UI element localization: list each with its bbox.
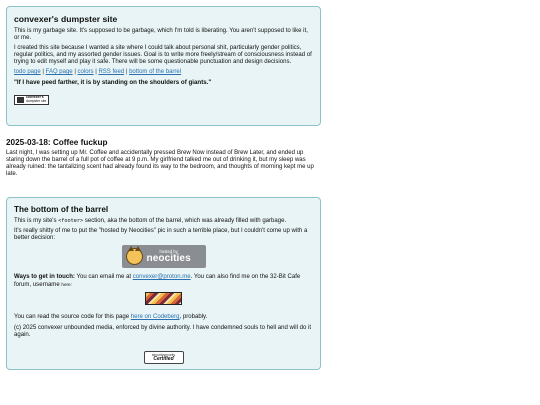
footer-intro-text-end: section, aka the bottom of the barrel, which was already filled with garbage.: [83, 218, 287, 224]
blog-post: [6, 138, 322, 181]
security-certified-badge[interactable]: [144, 351, 184, 364]
nav-separator: |: [125, 69, 128, 76]
site-about: I created this site because I wanted a site where I could talk about personal shit, particularly gender politics, regular politics, and my assorted gender issues. Goal is to write more freely/stream of consciousness instead of trying to edit myself and play it safe. There will be some questionable punctuation and design decisions.: [14, 45, 312, 66]
footer-intro: [14, 218, 313, 225]
neocities-badge[interactable]: [122, 245, 206, 268]
site-badge-line1: convexer's: [26, 94, 44, 99]
dumpster-icon: [17, 97, 24, 103]
neocities-badge-text: [147, 250, 191, 264]
faq-link[interactable]: FAQ page: [45, 69, 73, 76]
contact-label: Ways to get in touch:: [14, 274, 75, 281]
bottom-of-barrel-link[interactable]: bottom of the barrel: [129, 69, 182, 76]
neocities-name: neocities: [146, 252, 191, 264]
site-title: convexer's dumpster site: [14, 14, 118, 24]
site-badge-text: [26, 96, 46, 103]
site-button-badge[interactable]: [14, 95, 49, 105]
footer-intro-text: This is my site's: [14, 218, 59, 224]
site-badge-line2: dumpster site: [26, 98, 47, 103]
post-body: Last night, I was setting up Mr. Coffee and accidentally pressed Brew Now instead of Brew Later, and ended up staring down the barrel of a full pot of coffee at 9 p.m. My girlfriend talked me out of drinking it, but my sleep was already ruined: the tantalizing scent had already found its way to the bedroom, and thoughts of morning kept me up late.: [6, 150, 314, 178]
contact-text: You can email me at: [74, 274, 133, 281]
contact-text-2: . You can also find me on the 32-Bit Cafe forum, username: [14, 274, 301, 289]
neocities-badge-wrap: [14, 245, 313, 270]
neocities-cat-icon: [126, 248, 143, 265]
cert-badge-line1: securitysecurity: [151, 352, 176, 357]
neocities-hosted-label: hosted by: [159, 248, 178, 254]
contact-info: [14, 274, 313, 289]
email-link[interactable]: convexer@proton.me: [132, 274, 191, 281]
footer-section: [6, 197, 321, 370]
colors-link[interactable]: colors: [77, 69, 94, 76]
site-nav: [14, 69, 313, 76]
source-text: You can read the source code for this page: [14, 314, 131, 321]
rss-link[interactable]: RSS feed: [98, 69, 125, 76]
neocities-note: It's really shitty of me to put the "hosted by Neocities" pic in such a terrible place, but I couldn't come up with a better decision:: [14, 228, 308, 242]
footer-tag-code: <footer>: [58, 218, 84, 224]
contact-small-text: here:: [61, 282, 72, 288]
nav-separator: |: [95, 69, 97, 76]
cert-badge-line2: Certified: [153, 356, 174, 363]
nav-separator: |: [74, 69, 76, 76]
todo-link[interactable]: todo page: [14, 69, 41, 76]
post-title: 2025-03-18: Coffee fuckup: [6, 138, 108, 147]
32bit-cafe-badge[interactable]: [145, 292, 182, 305]
source-text-end: , probably.: [179, 314, 208, 321]
cafe-badge-wrap: [14, 292, 313, 310]
site-quote: "If I have peed farther, it is by standing on the shoulders of giants.": [14, 79, 212, 87]
nav-separator: |: [42, 69, 44, 76]
codeberg-link[interactable]: here on Codeberg: [130, 314, 180, 321]
cert-badge-wrap: [14, 343, 313, 365]
source-code-note: [14, 314, 313, 321]
copyright-text: (c) 2025 convexer unbounded media, enforced by divine authority. I have condemned souls to hell and will do it again.: [14, 324, 312, 338]
site-intro: This is my garbage site. It's supposed to be garbage, which I'm told is liberating. You aren't supposed to like it, or me.: [14, 28, 308, 42]
footer-title: The bottom of the barrel: [14, 205, 109, 214]
header-section: [6, 6, 321, 126]
